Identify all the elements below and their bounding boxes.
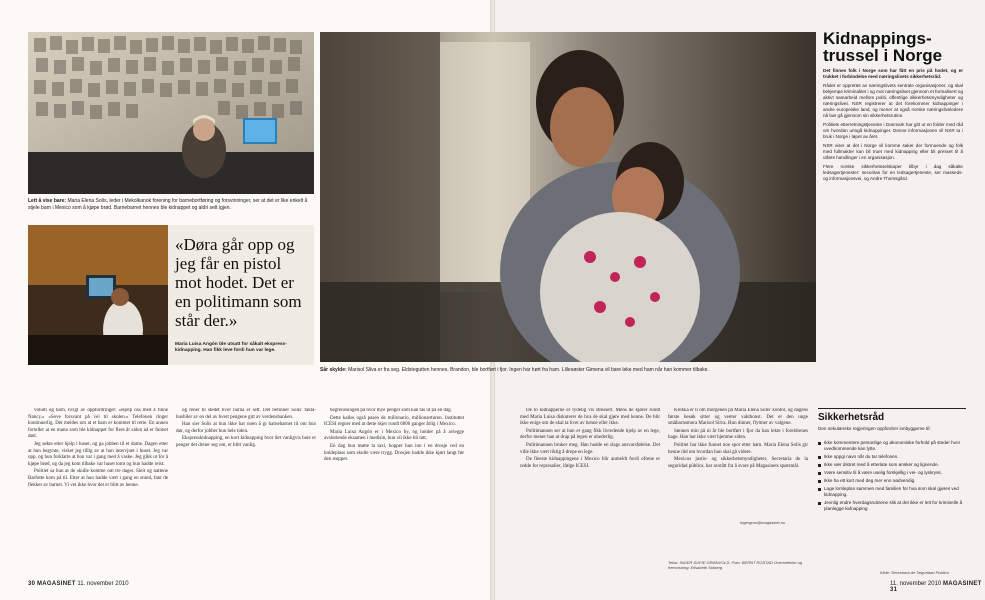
photo1-caption [28,198,314,211]
sikkerhet-rule [818,408,966,409]
right-col1-p3: Politimannen bruker meg. Han hadde en slags ansvarsfølelse. Det ville ikke vært riktig å drepe en lege. [520,442,660,455]
left-col3-p1: begrensningen på hvor mye penger som kan tas ut på en dag. [330,408,452,413]
left-col2-p2: Han sier Solís at hun ikke har noen å gi barnebarnet til om hun dør, og derfor jobber hun hele tiden. [176,422,316,434]
left-col-1 [28,408,168,578]
sidebar-title: Kidnappings-trussel i Norge [823,29,943,65]
left-col3-p4: En dag hun møtte ta taxi, hopper hun inn i en drosje ved en holdeplass som skulle være trygg. Drosjen hadde ikke kjørt langt før den stoppet. [324,443,464,463]
sikkerhet-item: Ikke kommentere personlige og økonomiske forhold på steder hvor uvedkommende kan lytte. [818,440,966,452]
sidebar-body [823,68,963,376]
sikkerhet-intro: Den nekulærske regjeringen oppfordrer innbyggerne til: [818,426,931,431]
right-folio-date: 11. november 2010 [890,581,942,587]
photo-office-image [28,225,168,365]
sidebar-p2: Rådet er opprettet av næringslivets sentrale organisasjoner, og skal bekjempe kriminalitet i og mot næringslivet gjennom et formalisert og aktivt samarbeid mellom politi, offentlige sikkerhetsmyndigheter og næringslivet. NSR registrerer at det forekommer kidnappinger i andre europeiske land, og mener at også norske næringslivsledere nå bør gå gjennom sin sikkerhetsrutine. [823,83,963,118]
quote-attr-name: Maria Luisa Angón [175,342,218,347]
left-folio-number: 30 [28,581,36,587]
left-col-2 [176,408,316,578]
left-col1-p1: volum og barn, hvigt av oppfordringer: «Hjelp oss med å finne Nancy.» «Sove forsvant på vei til skolen.» Telefonen ringer kontinuerlig. Det meldes om at et barn er kommet til rette. En annen forteller at en mann som ble kidnappet for flere år siden nå er funnet død. [28,408,168,440]
left-col3-p2: Dette kalles også paseo de millonario, millionærturen. Instituttet ICESI regner med at dette skjer rundt 6000 ganger årlig i Mexico. [324,415,464,428]
left-folio-date: 11. november 2010 [77,581,129,587]
right-folio [890,581,985,593]
left-col1-p2: Jeg søkte etter hjelp i huset, og ga jobben til et dame. Dagen etter at hun begynte, visket jeg tillig av at hun intervjuet i huset. Jeg var opp, og hun forklarte at hun var i gang med å vaske. Jeg gikk ut for å kjøpe brød, og da jeg kom tilbake var huset tomt og hun hadde reist. [28,441,168,467]
right-col-1 [520,408,660,578]
quote-attr-text: ble utsatt for såkalt ekspress-kidnapping. Han fikk leve fordi hun var lege. [175,342,287,353]
sikkerhet-item: Jevnlig endre hverdagsrutinene slik at det ikke er lett for kriminelle å planlegge kidnapping. [818,500,966,512]
photo1-caption-lead: Lett å vise bare: [28,198,67,204]
right-col1-p4: De fleeste kidnappingene i Mexico blir anmeldt fordi ofrene er redde for represalier, ifølge ICESI. [520,457,660,469]
byline: Tekst: INGER SOFIE GRØNVOLD. Foto: BERNT ROSTAD Oversettelse og fremvisning: Elisabeth Solberg [668,560,803,570]
right-col1-p2: Politimannen ser at hun er gang fikk livredende hjelp av en lege, derfor mener han at drap på legen er ubederlig. [520,428,660,441]
sidebar-p4: NSR viser at det i Norge vil komme saker der formuende og folk med fullmakter kan bli truet med kidnapping eller bli presset til å utføre handlinger i en organisasjon. [823,143,963,160]
left-folio-mag: MAGASINET [36,581,76,587]
sikkerhet-source: Kilde: Secretaría de Seguridad Pública [880,570,949,575]
left-col2-p3: Ekspresskidnapping, en kort kidnapping hvor det vanligvis bare er penger det dreier seg om, er blitt vanlig. [176,436,316,448]
photo-main-caption-lead: Sår skylde: [320,367,347,373]
photo-mother-child-caption [320,367,816,374]
quote-panel [168,225,314,365]
right-col2-p1: Klokka er ti om morgenen på Maria Elena Solís' kontor, og dagens første besøk sitter og venter vakthonst. Det er den unge småbarnsmora Marisol Silva. Hun dinner, flytmer av valgene. [668,408,808,427]
right-folio-mag: MAGASINET [942,581,982,587]
right-col2-p4: Mexicos justis- og sikkerhetsmyndigheter, Secretaría de la seguridad pública, har avstått fra å svare på Magasinets spørsmål. [668,457,808,469]
left-col2-p1: og rener til stedet hvor barna er sett. Det befinner Solís' fakta-husbiler av en del av hvert pengene gitt av verdensbanken. [176,408,316,420]
sidebar-p5: Flere norske sikkerhetsselskaper tilbyr i dag såkalte ledsagertjenester: securitas for en ledsagertjeneste, ser masseds- og informasjonsvei, og Andre Thomsgård. [823,164,963,181]
photo-missing-wall-image [28,32,314,194]
sikkerhet-item: Lage lomleplan sammen med familien for hva som skal gjøres ved kidnapping. [818,486,966,498]
left-col3-p3: Maria Luisa Angón er i Mexico by, og holder på å avlegge avsluttende eksamen i medisin, hun vil ikke bli tatt. [324,429,464,442]
pull-quote-attribution [175,342,311,354]
sikkerhet-item: Ikke ha ett kort med deg mer enn nødvendig. [818,478,966,484]
right-col2-p2: Sønnen min på ni år ble bortført i fjor da han lekte i foreldrenes hage. Han har ikke vært hjemme siden. [668,428,808,441]
photo1-caption-text: Maria Elena Solís, leder i Mekolkanok forening for barnebortføring og forsvinninger, ser at det er like enkelt å stjele barn i Mexico som å kjøpe brød. Barnebarnet hennes ble kidnappet og aldri sett igjen. [28,198,308,211]
sikkerhet-item: Ikke vær distret med å etterlate som ønsker og lignende. [818,462,966,468]
right-col2-p3: Politiet har ikke funnet noe spor etter ham. Maria Elena Solís gir henne råd om hvordan hun skal gå videre. [668,442,808,455]
left-col-3 [324,408,464,578]
left-folio [28,581,129,587]
right-col-2 [668,408,808,556]
sikkerhet-title: Sikkerhetsråd [818,412,885,423]
right-folio-number: 31 [890,587,898,593]
sikkerhet-item: Ikke oppgi navn når du tar telefonen. [818,454,966,460]
sidebar-p3: Politiets etterretningstjeneste i Danmark har gitt ut en folder med råd om hvordan unngå kidnappinger. Denne informasjonen vil NSR ta i bruk i Norge i løpet av året. [823,122,963,139]
photo-mother-child [320,32,816,362]
sikkerhet-item: Være sensitiv til å være uselig forskjellig i vei- og lyskryss. [818,470,966,476]
pull-quote: «Døra går opp og jeg får en pistol mot hodet. Det er en politimann som står der.» [175,235,302,330]
right-col1-p1: De to kidnapperne er tydelig vis stressert. Mens de kjører rundt med Maria Luisa diskuterer de hva de skal gjøre med henne. De blir ikke enige om de skal ta livet av henne eller ikke. [520,408,660,427]
left-col1-p3: Politiet sa hun at de skulle komme om tre dager. Sleit og nattene Barfotte kom på til. Etter at hun hadde vært i gang en stund, fant de flekker av barnet. Vi vet ikke hvor det er blitt av henne. [28,469,168,488]
sikkerhet-list [818,440,966,514]
photo-main-caption-text: Marisol Silva er fra seg. Eldstegutten hennes, Brandon, ble bortført i fjor. Ingen har hørt fra ham. Lillesøster Gimena vil bare leke med ham når han kommer tilbake. [348,367,709,373]
photo-office [28,225,168,365]
photo-missing-wall [28,32,314,194]
photo-mother-child-image [320,32,816,362]
sidebar-p1: Det finnes folk i Norge som har fått en pris på hodet, og er trukket i forbindelse med næringslivets sikkerhetsråd. [823,68,963,79]
reporter-email: Ingergron@magasinet.no [740,520,786,525]
